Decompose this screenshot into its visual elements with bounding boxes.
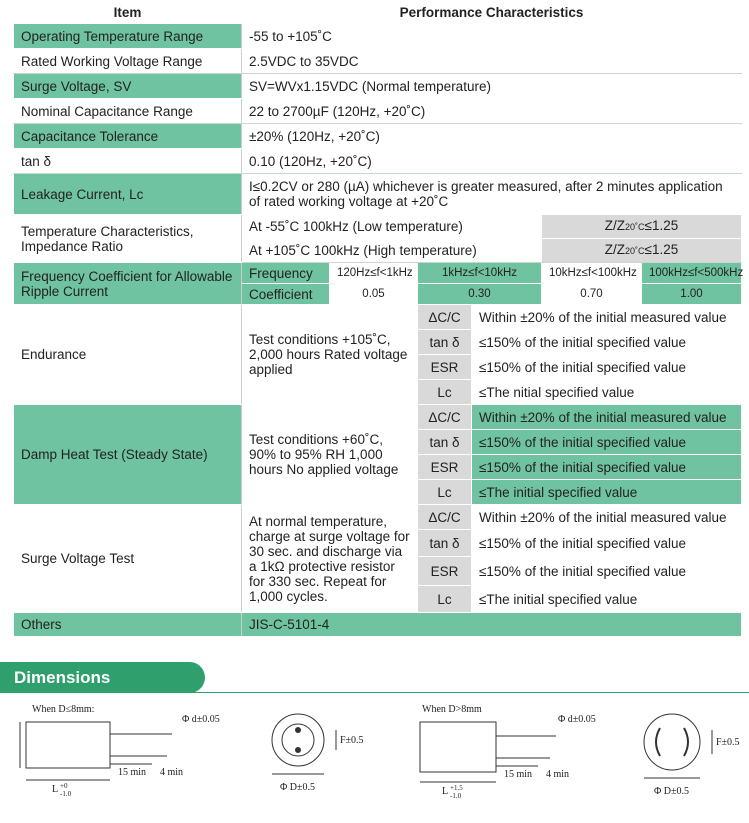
capacitor-body	[420, 722, 496, 772]
lead-dot	[295, 747, 301, 753]
row-label: Rated Working Voltage Range	[14, 49, 242, 74]
row-value: I≤0.2CV or 280 (µA) whichever is greater measured, after 2 minutes application of rated working voltage at +20˚C	[242, 174, 742, 215]
row-value: 22 to 2700µF (120Hz, +20˚C)	[242, 99, 742, 124]
test-conditions: Test conditions +105˚C, 2,000 hours Rated voltage applied	[242, 305, 418, 405]
param-value: ≤150% of the initial specified value	[472, 557, 742, 586]
fig2-F: F±0.5	[340, 735, 364, 746]
param-key: Lc	[418, 586, 472, 613]
spec-table	[13, 0, 742, 637]
row-label: Damp Heat Test (Steady State)	[14, 405, 242, 505]
lead-dot	[295, 727, 301, 733]
svg-text:+0: +0	[60, 782, 68, 790]
param-key: tan δ	[418, 530, 472, 557]
param-key: ΔC/C	[418, 405, 472, 430]
test-conditions: At normal temperature, charge at surge voltage for 30 sec. and discharge via a 1kΩ protective resistor for 330 sec. Repeat for 1,000 cycles.	[242, 505, 418, 613]
fig4-D: Φ D±0.5	[654, 786, 690, 797]
param-key: tan δ	[418, 430, 472, 455]
table-row	[14, 505, 742, 530]
freq-label: Frequency	[242, 263, 330, 284]
temp-high: At +105˚C 100kHz (High temperature)	[242, 239, 542, 263]
row-label: Operating Temperature Range	[14, 24, 242, 49]
param-key: ESR	[418, 455, 472, 480]
table-row	[14, 149, 742, 174]
dimensions-title: Dimensions	[0, 662, 205, 693]
param-value: ≤The initial specified value	[472, 586, 742, 613]
temp-low-ratio: Z/Z20˚C≤1.25	[542, 215, 742, 239]
row-label: Surge Voltage, SV	[14, 74, 242, 99]
row-label: Frequency Coefficient for Allowable Ripple Current	[14, 263, 242, 305]
fig2-D: Φ D±0.5	[280, 782, 316, 793]
temp-low: At -55˚C 100kHz (Low temperature)	[242, 215, 542, 239]
freq-band: 1kHz≤f<10kHz	[418, 263, 542, 284]
fig1-caption: When D≤8mm:	[32, 704, 95, 715]
table-row	[14, 305, 742, 330]
fig3-gap: 4 min	[546, 769, 570, 780]
coef-value: 0.30	[418, 284, 542, 305]
row-label: Leakage Current, Lc	[14, 174, 242, 215]
table-row	[14, 74, 742, 99]
header-item: Item	[14, 1, 242, 24]
svg-text:+1.5: +1.5	[450, 784, 463, 792]
capacitor-body	[26, 722, 110, 768]
table-row	[14, 24, 742, 49]
table-header	[14, 1, 742, 24]
row-label: Nominal Capacitance Range	[14, 99, 242, 124]
dim-figure-large-end	[630, 700, 745, 805]
param-value: ≤150% of the initial specified value	[472, 430, 742, 455]
fig3-caption: When D>8mm	[422, 704, 482, 715]
table-row	[14, 613, 742, 637]
lead-marks	[656, 728, 688, 756]
param-value: ≤150% of the initial specified value	[472, 530, 742, 557]
capacitor-leads	[110, 734, 172, 756]
fig1-d: Φ d±0.05	[182, 714, 220, 725]
row-value: 2.5VDC to 35VDC	[242, 49, 742, 74]
row-label: Capacitance Tolerance	[14, 124, 242, 149]
row-value: ±20% (120Hz, +20˚C)	[242, 124, 742, 149]
param-key: ΔC/C	[418, 505, 472, 530]
freq-band: 10kHz≤f<100kHz	[542, 263, 642, 284]
param-value: ≤150% of the initial specified value	[472, 455, 742, 480]
param-key: ESR	[418, 355, 472, 380]
dimensions-divider	[0, 692, 749, 693]
table-row	[14, 405, 742, 430]
param-value: ≤150% of the initial specified value	[472, 355, 742, 380]
dim-figure-large-side	[410, 700, 610, 805]
table-row	[14, 215, 742, 239]
param-key: ΔC/C	[418, 305, 472, 330]
param-key: Lc	[418, 480, 472, 505]
dim-figure-small-end	[250, 700, 370, 805]
param-key: tan δ	[418, 330, 472, 355]
coef-label: Coefficient	[242, 284, 330, 305]
param-key: ESR	[418, 557, 472, 586]
coef-value: 0.05	[330, 284, 418, 305]
capacitor-leads	[496, 736, 556, 758]
param-value: ≤The initial specified value	[472, 480, 742, 505]
capacitor-end	[272, 714, 324, 766]
fig3-L: L	[442, 786, 449, 797]
header-performance: Performance Characteristics	[242, 1, 742, 24]
fig3-d: Φ d±0.05	[558, 714, 596, 725]
row-label: Others	[14, 613, 242, 637]
freq-band: 100kHz≤f<500kHz	[642, 263, 742, 284]
table-row	[14, 49, 742, 74]
param-key: Lc	[418, 380, 472, 405]
capacitor-end	[644, 714, 700, 770]
row-label: Surge Voltage Test	[14, 505, 242, 613]
param-value: Within ±20% of the initial measured value	[472, 405, 742, 430]
temp-high-ratio: Z/Z20˚C≤1.25	[542, 239, 742, 263]
table-row	[14, 124, 742, 149]
row-value: 0.10 (120Hz, +20˚C)	[242, 149, 742, 174]
fig3-lead: 15 min	[504, 769, 533, 780]
param-value: ≤The nitial specified value	[472, 380, 742, 405]
row-label: Temperature Characteristics, Impedance Ratio	[14, 215, 242, 263]
param-value: Within ±20% of the initial measured value	[472, 505, 742, 530]
coef-value: 1.00	[642, 284, 742, 305]
freq-band: 120Hz≤f<1kHz	[330, 263, 418, 284]
fig1-gap: 4 min	[160, 767, 184, 778]
dim-figure-small-side	[12, 700, 220, 805]
table-row	[14, 174, 742, 215]
fig1-lead: 15 min	[118, 767, 147, 778]
param-value: ≤150% of the initial specified value	[472, 330, 742, 355]
svg-text:-1.0: -1.0	[450, 792, 462, 800]
svg-text:-1.0: -1.0	[60, 790, 72, 798]
row-value: SV=WVx1.15VDC (Normal temperature)	[242, 74, 742, 99]
param-value: Within ±20% of the initial measured value	[472, 305, 742, 330]
table-row	[14, 99, 742, 124]
row-label: Endurance	[14, 305, 242, 405]
coef-value: 0.70	[542, 284, 642, 305]
row-value: -55 to +105˚C	[242, 24, 742, 49]
fig4-F: F±0.5	[716, 737, 740, 748]
row-label: tan δ	[14, 149, 242, 174]
row-value: JIS-C-5101-4	[242, 613, 742, 637]
test-conditions: Test conditions +60˚C, 90% to 95% RH 1,000 hours No applied voltage	[242, 405, 418, 505]
fig1-L: L	[52, 784, 59, 795]
table-row	[14, 263, 742, 284]
